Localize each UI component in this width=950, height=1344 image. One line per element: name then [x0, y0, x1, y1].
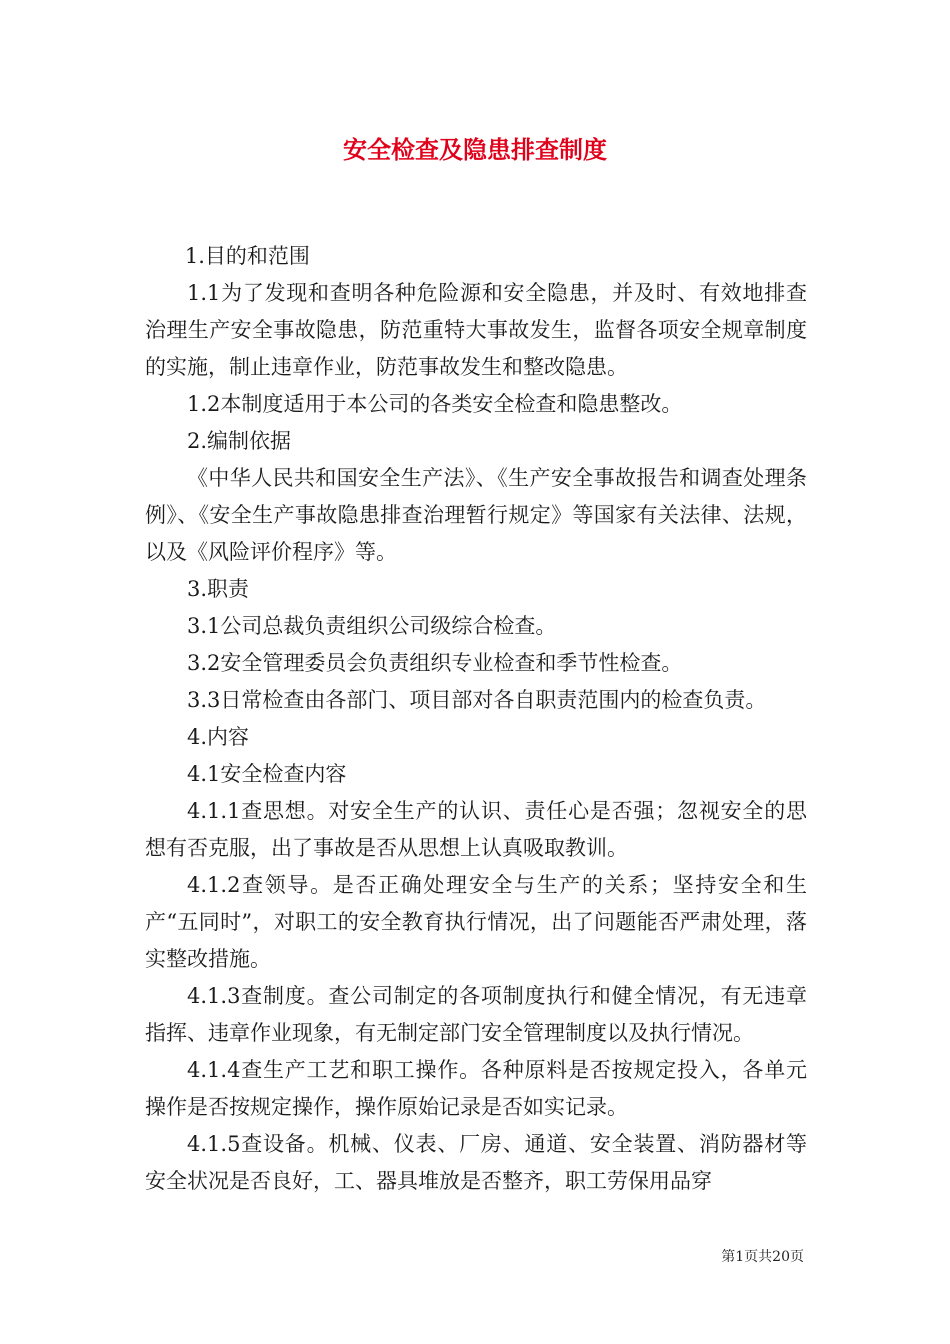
- paragraph-4-1-2: 4.1.2查领导。是否正确处理安全与生产的关系；坚持安全和生产“五同时”，对职工的安全教育执行情况，出了问题能否严肃处理，落实整改措施。: [145, 873, 807, 971]
- paragraph-1-2: 1.2本制度适用于本公司的各类安全检查和隐患整改。: [187, 392, 683, 416]
- paragraph-3-3: 3.3日常检查由各部门、项目部对各自职责范围内的检查负责。: [187, 688, 767, 712]
- section-heading-content: 4.内容: [187, 725, 250, 749]
- paragraph-1-1: 1.1为了发现和查明各种危险源和安全隐患，并及时、有效地排查治理生产安全事故隐患，防范重特大事故发生，监督各项安全规章制度的实施，制止违章作业，防范事故发生和整改隐患。: [145, 281, 807, 379]
- paragraph-3-2: 3.2安全管理委员会负责组织专业检查和季节性检查。: [187, 651, 683, 675]
- subsection-heading-4-1: 4.1安全检查内容: [187, 762, 347, 786]
- paragraph-4-1-3: 4.1.3查制度。查公司制定的各项制度执行和健全情况，有无违章指挥、违章作业现象，有无制定部门安全管理制度以及执行情况。: [145, 984, 807, 1045]
- document-body: [145, 238, 807, 1200]
- section-heading-purpose: 1.目的和范围: [184, 244, 310, 268]
- paragraph-4-1-1: 4.1.1查思想。对安全生产的认识、责任心是否强；忽视安全的思想有否克服，出了事故是否从思想上认真吸取教训。: [145, 799, 807, 860]
- paragraph-3-1: 3.1公司总裁负责组织公司级综合检查。: [187, 614, 557, 638]
- section-heading-basis: 2.编制依据: [187, 429, 292, 453]
- paragraph-4-1-4: 4.1.4查生产工艺和职工操作。各种原料是否按规定投入，各单元操作是否按规定操作，操作原始记录是否如实记录。: [145, 1058, 807, 1119]
- section-heading-duties: 3.职责: [187, 577, 250, 601]
- document-title: 安全检查及隐患排查制度: [343, 135, 607, 164]
- page-number-footer: 第1页共20页: [721, 1249, 804, 1265]
- paragraph-basis: 《中华人民共和国安全生产法》、《生产安全事故报告和调查处理条例》、《安全生产事故隐患排查治理暂行规定》等国家有关法律、法规，以及《风险评价程序》等。: [145, 466, 807, 564]
- paragraph-4-1-5: 4.1.5查设备。机械、仪表、厂房、通道、安全装置、消防器材等安全状况是否良好，工、器具堆放是否整齐，职工劳保用品穿: [145, 1132, 807, 1193]
